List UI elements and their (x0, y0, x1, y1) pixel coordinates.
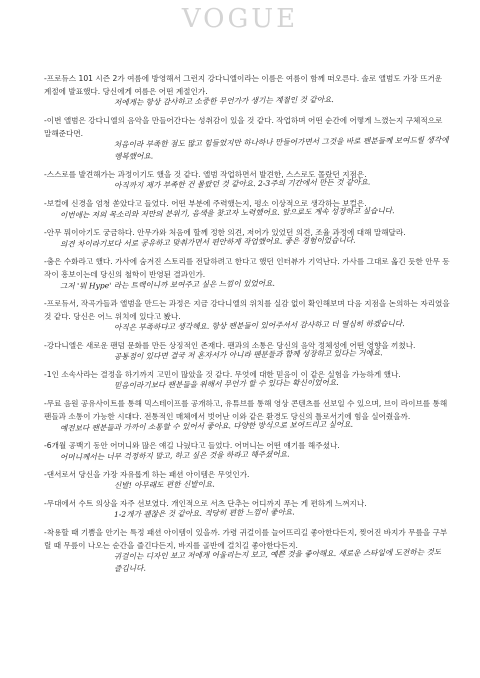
handwritten-answer: 이번에는 저의 목소리와 저만의 분위기, 음색을 찾고자 노력했어요. 앞으로도 계속 성장하고 싶습니다. (59, 206, 395, 220)
handwritten-answer: 예전보다 팬분들과 가까이 소통할 수 있어서 좋아요. 다양한 방식으로 보여드리고 싶어요. (59, 419, 354, 433)
question: -스스로를 발견해가는 과정이기도 했을 것 같다. 앨범 작업하면서 발견한, 스스로도 몰랐던 지점은. (44, 170, 367, 179)
handwritten-answer: 처음이라 부족한 점도 많고 힘들었지만 하나하나 만들어가면서 그것을 바로 팬분들께 보여드릴 생각에 행복했어요. (113, 135, 449, 162)
handwritten-answer: 그저 '뭐 Hype' 라는 트랙이니까 보여주고 싶은 느낌이 있었어요. (59, 278, 275, 291)
question: -무료 음원 공유사이트를 통해 믹스테이프를 공개하고, 유튜브를 통해 영상 콘텐츠를 선보일 수 있으며, 브이 라이브를 통해 팬들과 소통이 가능한 시대다. 전통적인 매체에서 벗어난 이와 같은 환경도 당신의 틀로서기에 힘을 실어줬을까. (44, 399, 448, 421)
vogue-logo: VOGUE (181, 4, 299, 34)
question: -무대에서 수트 의상을 자주 선보였다. 개인적으로 서츠 단추는 어디까지 푸는 게 편하게 느껴지나. (44, 499, 367, 508)
handwritten-answer: 1-2개가 괜찮은 것 같아요. 적당히 편한 느낌이 좋아요. (113, 507, 295, 520)
handwritten-answer: 의견 차이라기보다 서로 공유하고 맞춰가면서 편안하게 작업했어요. 좋은 경험이었습니다. (59, 235, 356, 249)
qa-item (44, 497, 450, 522)
qa-item (44, 72, 450, 110)
qa-item (44, 468, 450, 493)
qa-item (44, 297, 450, 335)
handwritten-answer: 귀걸이는 디자인 보고 저에게 어울리는지 보고, 예쁜 것을 좋아해요. 새로운 스타일에 도전하는 것도 즐깁니다. (113, 547, 442, 574)
qa-item (44, 526, 450, 576)
question: -프로듀서, 작곡가들과 앨범을 만드는 과정은 지금 강다니엘의 위치를 실감 없이 확인해보며 다음 지점을 논의하는 자리였을 것 같다. 당신은 어느 위치에 있다고 봤나. (44, 299, 450, 321)
qa-item (44, 168, 450, 193)
qa-item (44, 439, 450, 464)
question: -강다니엘은 새로운 팬덤 문화를 만든 상징적인 존재다. 팬과의 소통은 당신의 음악 정체성에 어떤 영향을 끼쳤나. (44, 341, 416, 350)
question: -안무 뭐이아기도 궁금하다. 안무가와 처음에 할께 정한 의견, 저어가 있었던 의견, 조율 과정에 대해 말해달라. (44, 228, 406, 237)
qa-item (44, 226, 450, 251)
qa-item (44, 339, 450, 364)
handwritten-answer: 신발! 아무래도 편한 신발이요. (113, 479, 215, 491)
interview-body (44, 72, 450, 580)
question: -6개월 공백기 동안 어머니와 많은 얘길 나눴다고 들었다. 어머니는 어떤 얘기를 해주셨나. (44, 441, 340, 450)
handwritten-answer: 공통점이 있다면 결국 저 혼자서가 아니라 팬분들과 함께 성장하고 있다는 거예요. (113, 348, 383, 362)
question: -1인 소속사라는 결정을 하기까지 고민이 많았을 것 같다. 무엇에 대한 믿음이 이 같은 실험을 가능하게 했나. (44, 370, 401, 379)
qa-item (44, 368, 450, 393)
question: -보컬에 신경을 엄청 쏟았다고 들었다. 어떤 부분에 주력했는지, 평소 이상적으로 생각하는 보컬은. (44, 199, 367, 208)
qa-item (44, 114, 450, 164)
question: -프로듀스 101 시즌 2가 여름에 방영해서 그런지 강다니엘이라는 이름은 여름이 함께 떠오른다. 솔로 앨범도 가장 뜨거운 계절에 발표했다. 당신에게 여름은 어떤 계절인가. (44, 74, 443, 96)
qa-item (44, 197, 450, 222)
handwritten-answer: 아직까지 제가 부족한 건 몰랐던 것 같아요. 2-3주의 기간에서 만든 것 같아요. (113, 177, 371, 191)
handwritten-answer: 어머니께서는 너무 걱정하지 말고, 하고 싶은 것을 하라고 해주셨어요. (59, 449, 290, 462)
qa-item (44, 397, 450, 435)
handwritten-answer: 아직은 부족하다고 생각해요. 항상 팬분들이 있어주셔서 감사하고 더 열심히 하겠습니다. (113, 318, 405, 333)
qa-item (44, 255, 450, 293)
handwritten-answer: 저에게는 항상 감사하고 소중한 무언가가 생기는 계절인 것 같아요. (113, 94, 334, 108)
question: -댄서로서 당신을 가장 자유롭게 하는 패션 아이템은 무엇인가. (44, 470, 250, 479)
question: -이번 앨범은 강다니엘의 음악을 만들어간다는 성취감이 있을 것 같다. 작업하며 어떤 순간에 어떻게 느꼈는지 구체적으로 말해준다면. (44, 116, 443, 138)
question: -춤은 수화라고 했다. 가사에 숨겨진 스토리를 전달하려고 한다고 했던 인터뷰가 기억난다. 가사를 그대로 옮긴 듯한 안무 동작이 흥보이는데 당신의 철학이 반영된 결과인가. (44, 257, 450, 279)
question: -착용할 때 기쁨을 안기는 특정 패션 아이템이 있을까. 가령 귀걸이를 늘어뜨리길 좋아한다든지, 찢어진 바지가 무릎을 구부릴 때 무릎이 나오는 순간을 즐긴다든지, 바지를 골반에 걸치길 좋아한다든지. (44, 528, 448, 550)
handwritten-answer: 믿음이라기보다 팬분들을 위해서 무언가 할 수 있다는 확신이었어요. (113, 377, 339, 391)
